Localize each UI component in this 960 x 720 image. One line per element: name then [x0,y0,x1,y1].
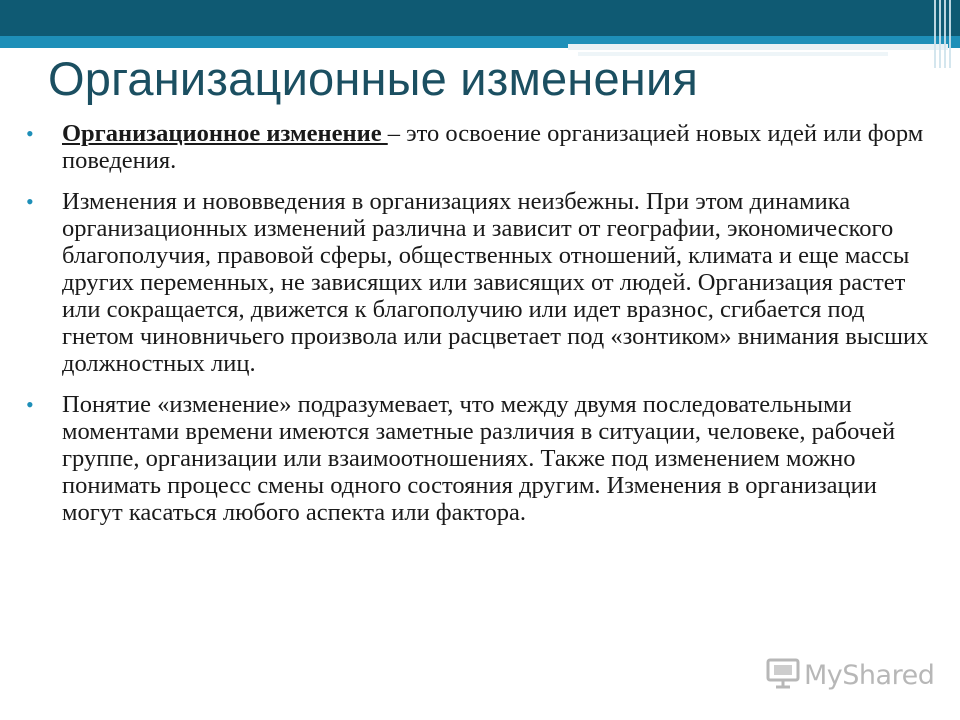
watermark-text: MyShared [804,660,935,691]
watermark-logo [766,656,934,695]
definition-text: – это освоение организацией новых идей или форм поведения. [62,120,924,174]
bullet-item [24,120,936,174]
header-band [0,0,960,36]
projector-screen-icon [766,656,800,695]
slide-title: Организационные изменения [48,52,699,105]
bullet-text: Изменения и нововведения в организациях неизбежны. При этом динамика организационных изменений различна и зависит от географии, экономического благополучия, правовой сферы, общественных отношений, климата и еще массы других переменных, не зависящих или зависящих от людей. Организация растет или сокращается, движется к благополучию или идет вразнос, сгибается под гнетом чиновничьего произвола или расцветает под «зонтиком» внимания высших должностных лиц. [62,188,929,377]
bullet-icon: • [26,121,34,146]
bullet-item [24,188,936,377]
slide-content [24,120,936,540]
bullet-item [24,391,936,526]
bullet-icon: • [26,392,34,417]
defined-term: Организационное изменение [62,120,388,147]
corner-accent-marks [934,0,954,68]
bullet-text: Понятие «изменение» подразумевает, что между двумя последовательными моментами времени имеются заметные различия в ситуации, человеке, рабочей группе, организации или взаимоотношениях. Также под изменением можно понимать процесс смены одного состояния другим. Изменения в организации могут касаться любого аспекта или фактора. [62,391,896,526]
header-light-stripe [568,44,948,50]
bullet-icon: • [26,189,34,214]
